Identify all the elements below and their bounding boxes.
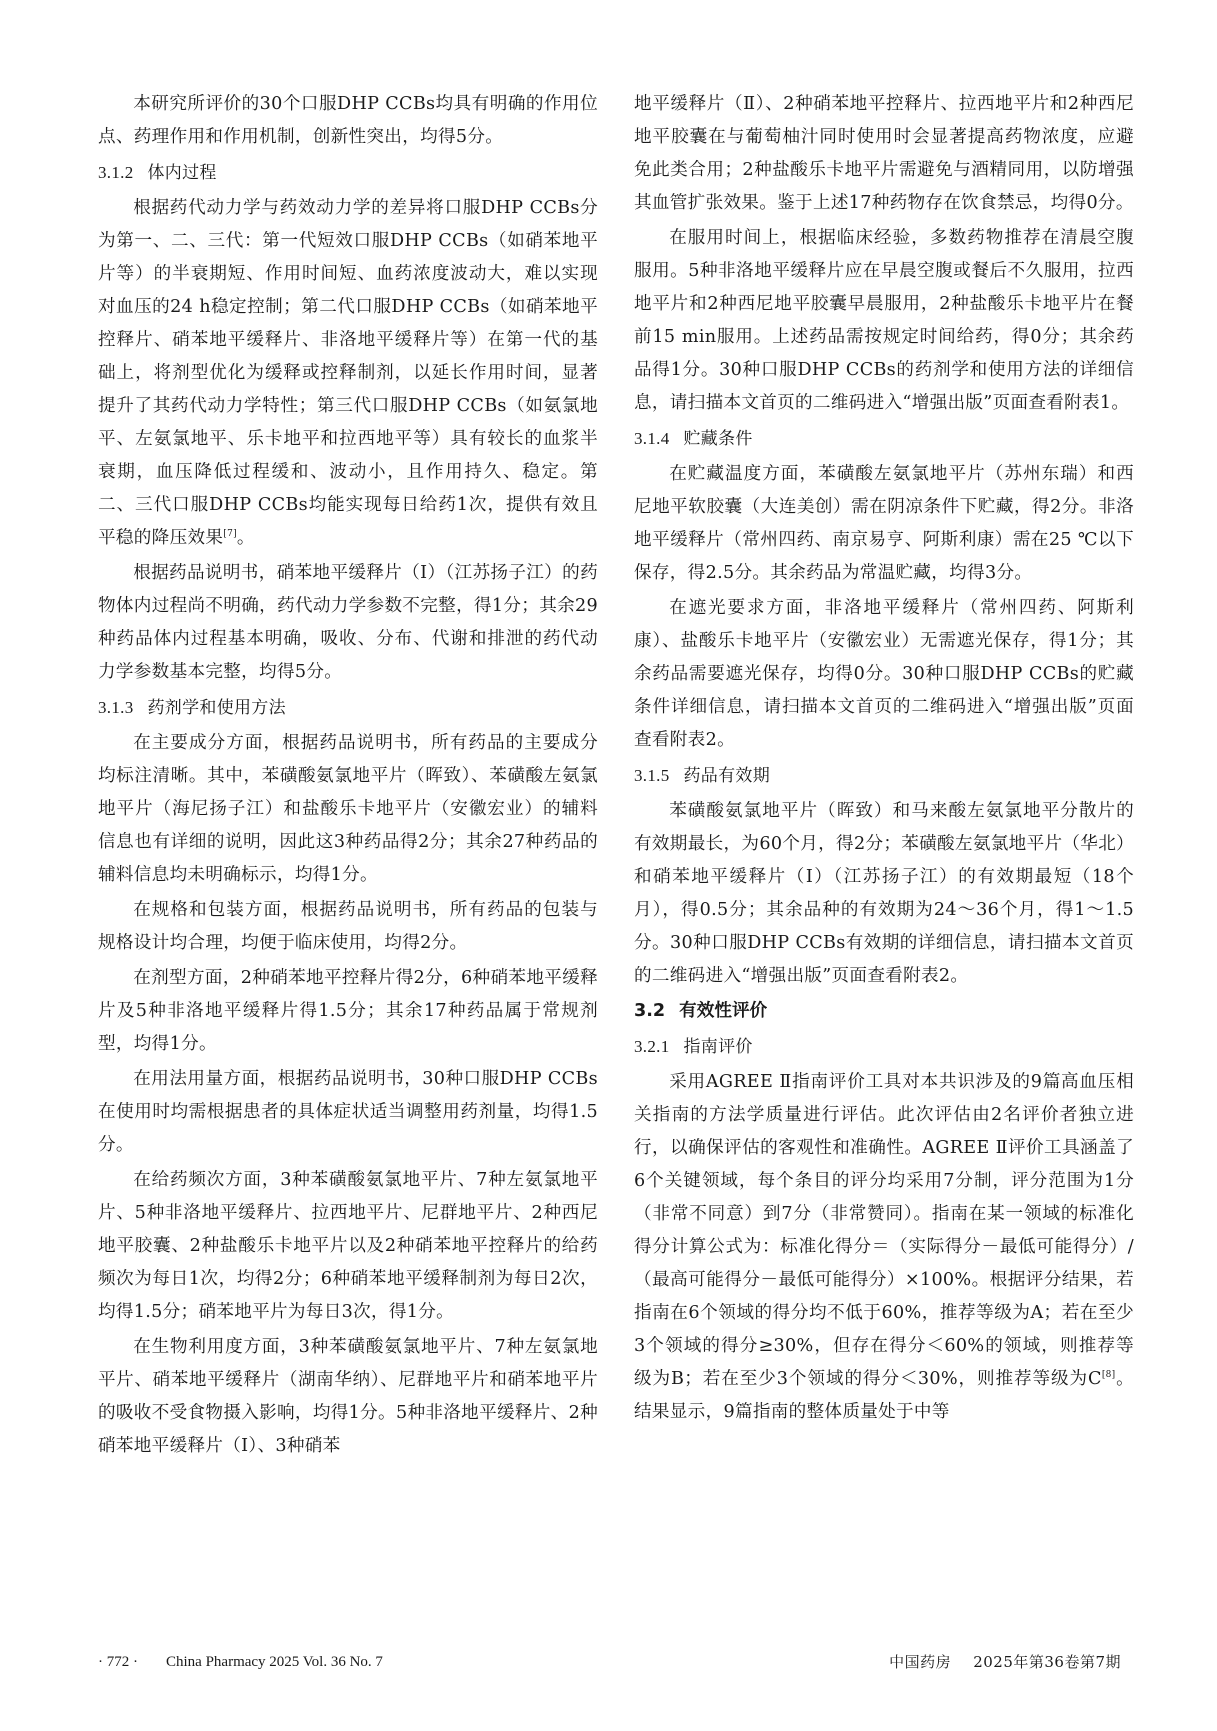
section-number: 3.1.4 xyxy=(634,429,670,448)
page-footer-right xyxy=(889,1650,1121,1674)
paragraph: 在用法用量方面，根据药品说明书，30种口服DHP CCBs在使用时均需根据患者的具体症状适当调整用药剂量，均得1.5分。 xyxy=(98,1069,598,1155)
section-heading-3-2 xyxy=(634,995,1134,1028)
paragraph: 在主要成分方面，根据药品说明书，所有药品的主要成分均标注清晰。其中，苯磺酸氨氯地平片（晖致）、苯磺酸左氨氯地平片（海尼扬子江）和盐酸乐卡地平片（安徽宏业）的辅料信息也有详细的说明，因此这3种药品得2分；其余27种药品的辅料信息均未明确标示，均得1分。 xyxy=(98,733,598,885)
journal-name-cn: 中国药房 xyxy=(889,1653,952,1671)
section-heading-3-1-4 xyxy=(634,422,1134,456)
section-title: 药品有效期 xyxy=(683,766,770,786)
citation-ref[interactable]: [7] xyxy=(223,529,237,540)
page-number: · 772 · xyxy=(98,1654,138,1670)
section-title: 有效性评价 xyxy=(679,1001,768,1021)
paragraph: 在剂型方面，2种硝苯地平控释片得2分，6种硝苯地平缓释片及5种非洛地平缓释片得1.5分；其余17种药品属于常规剂型，均得1分。 xyxy=(98,968,598,1054)
paragraph: 苯磺酸氨氯地平片（晖致）和马来酸左氨氯地平分散片的有效期最长，为60个月，得2分；苯磺酸左氨氯地平片（华北）和硝苯地平缓释片（Ⅰ）（江苏扬子江）的有效期最短（18个月），得0.5分；其余品种的有效期为24～36个月，得1～1.5分。30种口服DHP CCBs有效期的详细信息，请扫描本文首页的二维码进入“增强出版”页面查看附表2。 xyxy=(634,801,1134,986)
section-number: 3.1.2 xyxy=(98,163,134,182)
section-title: 指南评价 xyxy=(683,1037,753,1057)
journal-info-en: China Pharmacy 2025 Vol. 36 No. 7 xyxy=(166,1654,383,1670)
left-column xyxy=(98,88,598,1465)
paragraph: 在贮藏温度方面，苯磺酸左氨氯地平片（苏州东瑞）和西尼地平软胶囊（大连美创）需在阴凉条件下贮藏，得2分。非洛地平缓释片（常州四药、南京易亨、阿斯利康）需在25 ℃以下保存，得2.5分。其余药品为常温贮藏，均得3分。 xyxy=(634,464,1134,583)
paragraph xyxy=(98,192,598,555)
paragraph-text: 采用AGREE Ⅱ指南评价工具对本共识涉及的9篇高血压相关指南的方法学质量进行评估。此次评估由2名评价者独立进行，以确保评估的客观性和准确性。AGREE Ⅱ评价工具涵盖了6个关键领域，每个条目的评分均采用7分制，评分范围为1分（非常不同意）到7分（非常赞同）。指南在某一领域的标准化得分计算公式为：标准化得分＝（实际得分－最低可能得分）/（最高可能得分－最低可能得分）×100%。根据评分结果，若指南在6个领域的得分均不低于60%，推荐等级为A；若在至少3个领域的得分≥30%，但存在得分＜60%的领域，则推荐等级为B；若在至少3个领域的得分＜30%，则推荐等级为C xyxy=(634,1072,1134,1389)
page-footer-left xyxy=(98,1650,383,1674)
section-number: 3.1.3 xyxy=(98,698,134,717)
section-heading-3-1-3 xyxy=(98,691,598,725)
section-number: 3.2.1 xyxy=(634,1037,670,1056)
section-title: 体内过程 xyxy=(147,163,217,183)
paragraph-text: 。结果显示，9篇指南的整体质量处于中等 xyxy=(634,1369,1134,1422)
paragraph: 在生物利用度方面，3种苯磺酸氨氯地平片、7种左氨氯地平片、硝苯地平缓释片（湖南华纳）、尼群地平片和硝苯地平片的吸收不受食物摄入影响，均得1分。5种非洛地平缓释片、2种硝苯地平缓释片（Ⅰ）、3种硝苯 xyxy=(98,1337,598,1456)
section-title: 贮藏条件 xyxy=(683,429,753,449)
paragraph: 在遮光要求方面，非洛地平缓释片（常州四药、阿斯利康）、盐酸乐卡地平片（安徽宏业）无需遮光保存，得1分；其余药品需要遮光保存，均得0分。30种口服DHP CCBs的贮藏条件详细信息，请扫描本文首页的二维码进入“增强出版”页面查看附表2。 xyxy=(634,598,1134,750)
section-number: 3.2 xyxy=(634,1001,666,1021)
paragraph: 在给药频次方面，3种苯磺酸氨氯地平片、7种左氨氯地平片、5种非洛地平缓释片、拉西地平片、尼群地平片、2种西尼地平胶囊、2种盐酸乐卡地平片以及2种硝苯地平控释片的给药频次为每日1次，均得2分；6种硝苯地平缓释制剂为每日2次，均得1.5分；硝苯地平片为每日3次，得1分。 xyxy=(98,1170,598,1322)
section-title: 药剂学和使用方法 xyxy=(147,698,286,718)
paragraph: 根据药品说明书，硝苯地平缓释片（Ⅰ）（江苏扬子江）的药物体内过程尚不明确，药代动力学参数不完整，得1分；其余29种药品体内过程基本明确，吸收、分布、代谢和排泄的药代动力学参数基本完整，均得5分。 xyxy=(98,563,598,682)
paragraph: 本研究所评价的30个口服DHP CCBs均具有明确的作用位点、药理作用和作用机制，创新性突出，均得5分。 xyxy=(98,94,598,147)
section-heading-3-2-1 xyxy=(634,1030,1134,1064)
section-number: 3.1.5 xyxy=(634,766,670,785)
citation-ref[interactable]: [8] xyxy=(1101,1370,1116,1381)
right-column xyxy=(634,88,1134,1431)
paragraph: 在规格和包装方面，根据药品说明书，所有药品的包装与规格设计均合理，均便于临床使用，均得2分。 xyxy=(98,900,598,953)
paragraph-continued: 地平缓释片（Ⅱ）、2种硝苯地平控释片、拉西地平片和2种西尼地平胶囊在与葡萄柚汁同时使用时会显著提高药物浓度，应避免此类合用；2种盐酸乐卡地平片需避免与酒精同用，以防增强其血管扩张效果。鉴于上述17种药物存在饮食禁忌，均得0分。 xyxy=(634,94,1134,213)
paragraph-text: 根据药代动力学与药效动力学的差异将口服DHP CCBs分为第一、二、三代：第一代短效口服DHP CCBs（如硝苯地平片等）的半衰期短、作用时间短、血药浓度波动大，难以实现对血压的24 h稳定控制；第二代口服DHP CCBs（如硝苯地平控释片、硝苯地平缓释片、非洛地平缓释片等）在第一代的基础上，将剂型优化为缓释或控释制剂，以延长作用时间，显著提升了其药代动力学特性；第三代口服DHP CCBs（如氨氯地平、左氨氯地平、乐卡地平和拉西地平等）具有较长的血浆半衰期，血压降低过程缓和、波动小，且作用持久、稳定。第二、三代口服DHP CCBs均能实现每日给药1次，提供有效且平稳的降压效果 xyxy=(98,198,598,548)
paragraph xyxy=(634,1066,1134,1429)
section-heading-3-1-2 xyxy=(98,156,598,190)
issue-info-cn: 2025年第36卷第7期 xyxy=(973,1653,1121,1671)
paragraph-text: 。 xyxy=(236,528,255,548)
section-heading-3-1-5 xyxy=(634,759,1134,793)
paragraph: 在服用时间上，根据临床经验，多数药物推荐在清晨空腹服用。5种非洛地平缓释片应在早晨空腹或餐后不久服用，拉西地平片和2种西尼地平胶囊早晨服用，2种盐酸乐卡地平片在餐前15 min服用。上述药品需按规定时间给药，得0分；其余药品得1分。30种口服DHP CCBs的药剂学和使用方法的详细信息，请扫描本文首页的二维码进入“增强出版”页面查看附表1。 xyxy=(634,228,1134,413)
